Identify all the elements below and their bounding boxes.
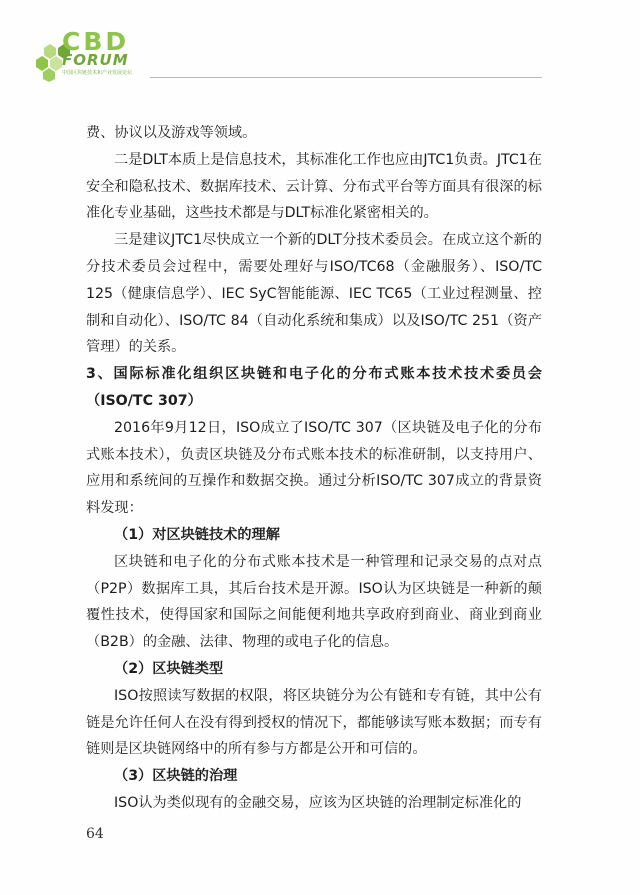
- paragraph: 2016年9月12日，ISO成立了ISO/TC 307（区块链及电子化的分布式账本技术），负责区块链及分布式账本技术的标准研制，以支持用户、应用和系统间的互操作和数据交换。通过分析ISO/TC 307成立的背景资料发现：: [86, 419, 542, 517]
- logo-text: CBD: [62, 27, 130, 56]
- page-number: 64: [86, 826, 104, 842]
- body-text: [86, 120, 542, 817]
- logo-subtitle: FORUM: [62, 51, 129, 69]
- paragraph-continuation: 费、协议以及游戏等领域。: [86, 125, 257, 141]
- logo-tagline: 中国区块链技术和产业发展论坛: [62, 70, 133, 76]
- paragraph: 区块链和电子化的分布式账本技术是一种管理和记录交易的点对点（P2P）数据库工具，其后台技术是开源。ISO认为区块链是一种新的颠覆性技术，使得国家和国际之间能便利地共享政府到商业、商业到商业（B2B）的金融、法律、物理的或电子化的信息。: [86, 553, 542, 651]
- paragraph: ISO认为类似现有的金融交易，应该为区块链的治理制定标准化的: [114, 794, 522, 811]
- subsection-heading: （1）对区块链技术的理解: [114, 526, 280, 543]
- paragraph: ISO按照读写数据的权限，将区块链分为公有链和专有链，其中公有链是允许任何人在没有得到授权的情况下，都能够读写账本数据；而专有链则是区块链网络中的所有参与方都是公开和可信的。: [86, 687, 542, 758]
- subsection-heading: （2）区块链类型: [114, 660, 224, 677]
- section-heading: 3、国际标准化组织区块链和电子化的分布式账本技术技术委员会（ISO/TC 307）: [86, 366, 542, 409]
- header-divider: [150, 77, 542, 78]
- paragraph: 二是DLT本质上是信息技术，其标准化工作也应由JTC1负责。JTC1在安全和隐私技术、数据库技术、云计算、分布式平台等方面具有很深的标准化专业基础，这些技术都是与DLT标准化紧密相关的。: [86, 151, 542, 222]
- paragraph: 三是建议JTC1尽快成立一个新的DLT分技术委员会。在成立这个新的分技术委员会过程中，需要处理好与ISO/TC68（金融服务）、ISO/TC 125（健康信息学）、IEC SyC智能能源、IEC TC65（工业过程测量、控制和自动化）、ISO/TC 84（自动化系统和集成）以及ISO/TC 251（资产管理）的关系。: [86, 232, 542, 356]
- subsection-heading: （3）区块链的治理: [114, 768, 238, 785]
